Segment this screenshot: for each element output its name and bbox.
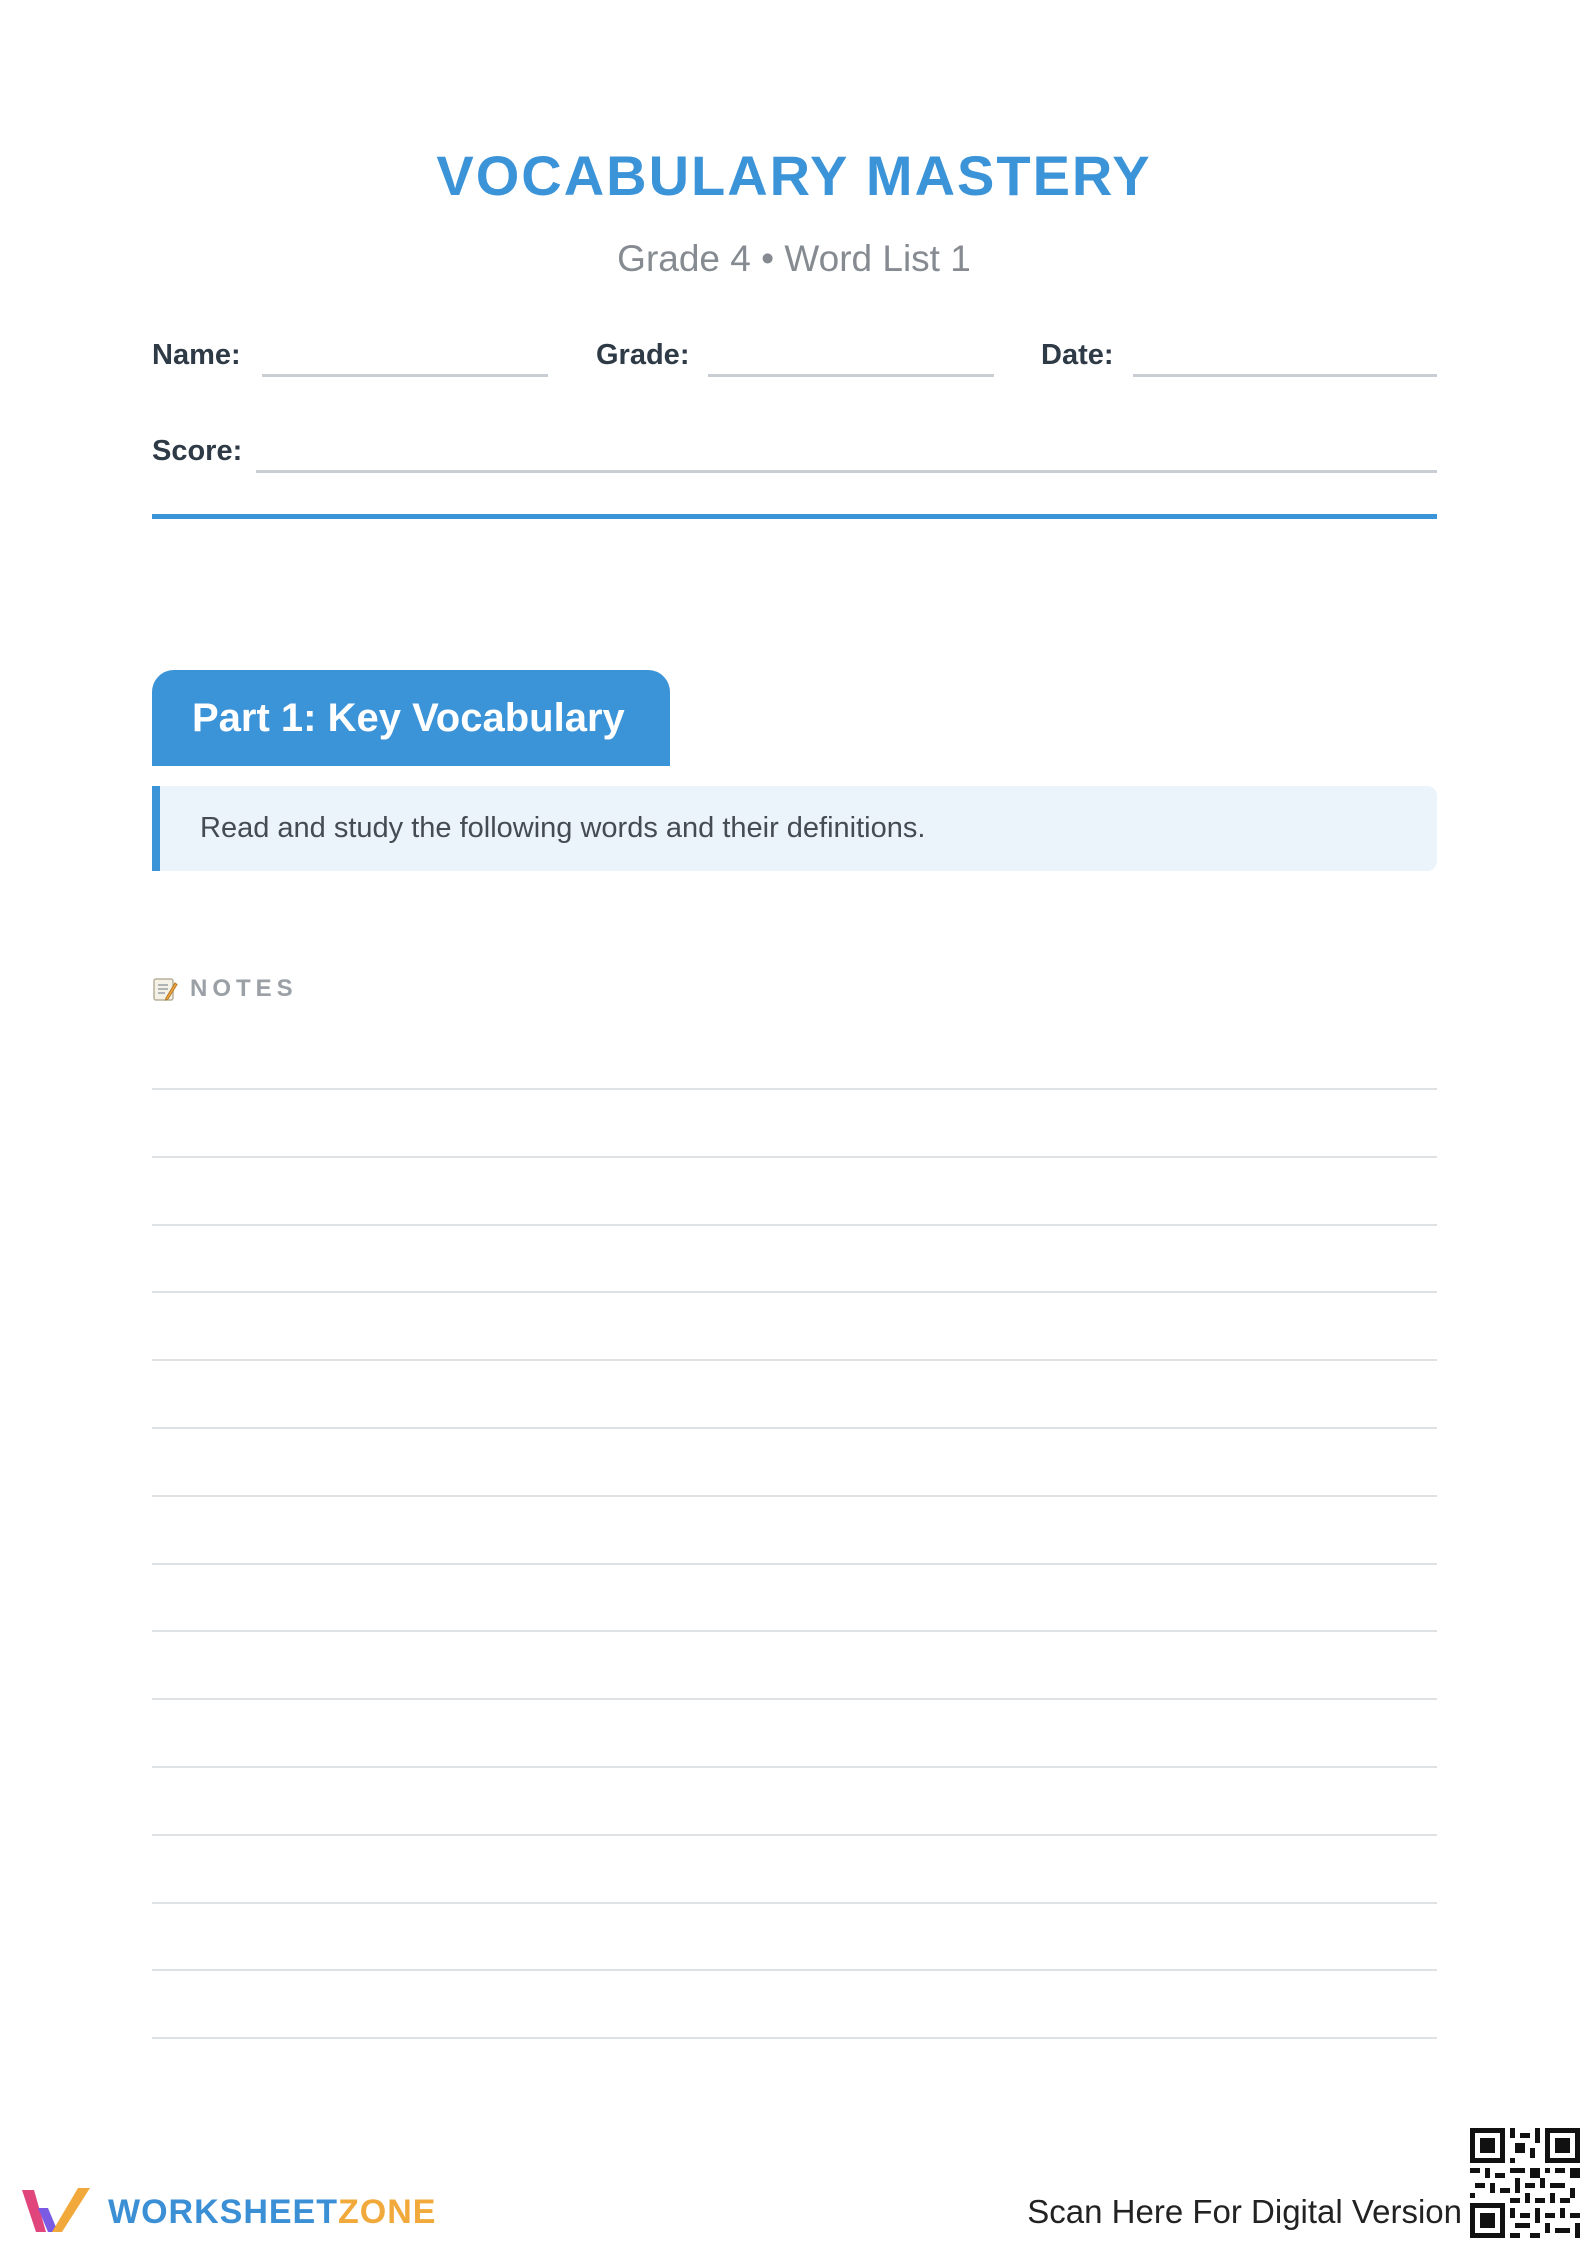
worksheet-subtitle: Grade 4 • Word List 1: [617, 238, 971, 279]
brand-name-part-2: ZONE: [338, 2193, 437, 2231]
note-line[interactable]: [152, 1427, 1437, 1429]
note-line[interactable]: [152, 1224, 1437, 1226]
note-line[interactable]: [152, 1563, 1437, 1565]
notes-header: [152, 972, 298, 1006]
note-line[interactable]: [152, 1766, 1437, 1768]
note-line[interactable]: [152, 1156, 1437, 1158]
worksheet-title: VOCABULARY MASTERY: [436, 144, 1152, 207]
notes-label: NOTES: [190, 975, 298, 1002]
score-field-line[interactable]: [256, 470, 1437, 473]
note-line[interactable]: [152, 1088, 1437, 1090]
brand-name-part-1: WORKSHEET: [108, 2193, 338, 2231]
memo-icon: [152, 976, 178, 1002]
score-label: Score:: [152, 435, 243, 467]
name-field-line[interactable]: [262, 374, 548, 377]
date-field-line[interactable]: [1133, 374, 1437, 377]
note-line[interactable]: [152, 1630, 1437, 1632]
grade-label: Grade:: [596, 339, 690, 371]
note-line[interactable]: [152, 1969, 1437, 1971]
note-line[interactable]: [152, 1902, 1437, 1904]
scan-text: Scan Here For Digital Version: [1027, 2193, 1462, 2230]
date-label: Date:: [1041, 339, 1114, 371]
note-line[interactable]: [152, 1698, 1437, 1700]
part-1-heading: Part 1: Key Vocabulary: [152, 670, 670, 766]
qr-code-icon[interactable]: [1470, 2128, 1580, 2238]
note-line[interactable]: [152, 2037, 1437, 2039]
part-1-instruction: Read and study the following words and their definitions.: [152, 786, 1437, 871]
brand-name: [108, 2193, 436, 2232]
header-divider: [152, 514, 1437, 519]
brand-logo: [18, 2182, 436, 2243]
note-line[interactable]: [152, 1291, 1437, 1293]
name-label: Name:: [152, 339, 241, 371]
worksheetzone-logo-icon: [18, 2182, 94, 2243]
note-line[interactable]: [152, 1495, 1437, 1497]
grade-field-line[interactable]: [708, 374, 994, 377]
note-line[interactable]: [152, 1359, 1437, 1361]
note-line[interactable]: [152, 1834, 1437, 1836]
